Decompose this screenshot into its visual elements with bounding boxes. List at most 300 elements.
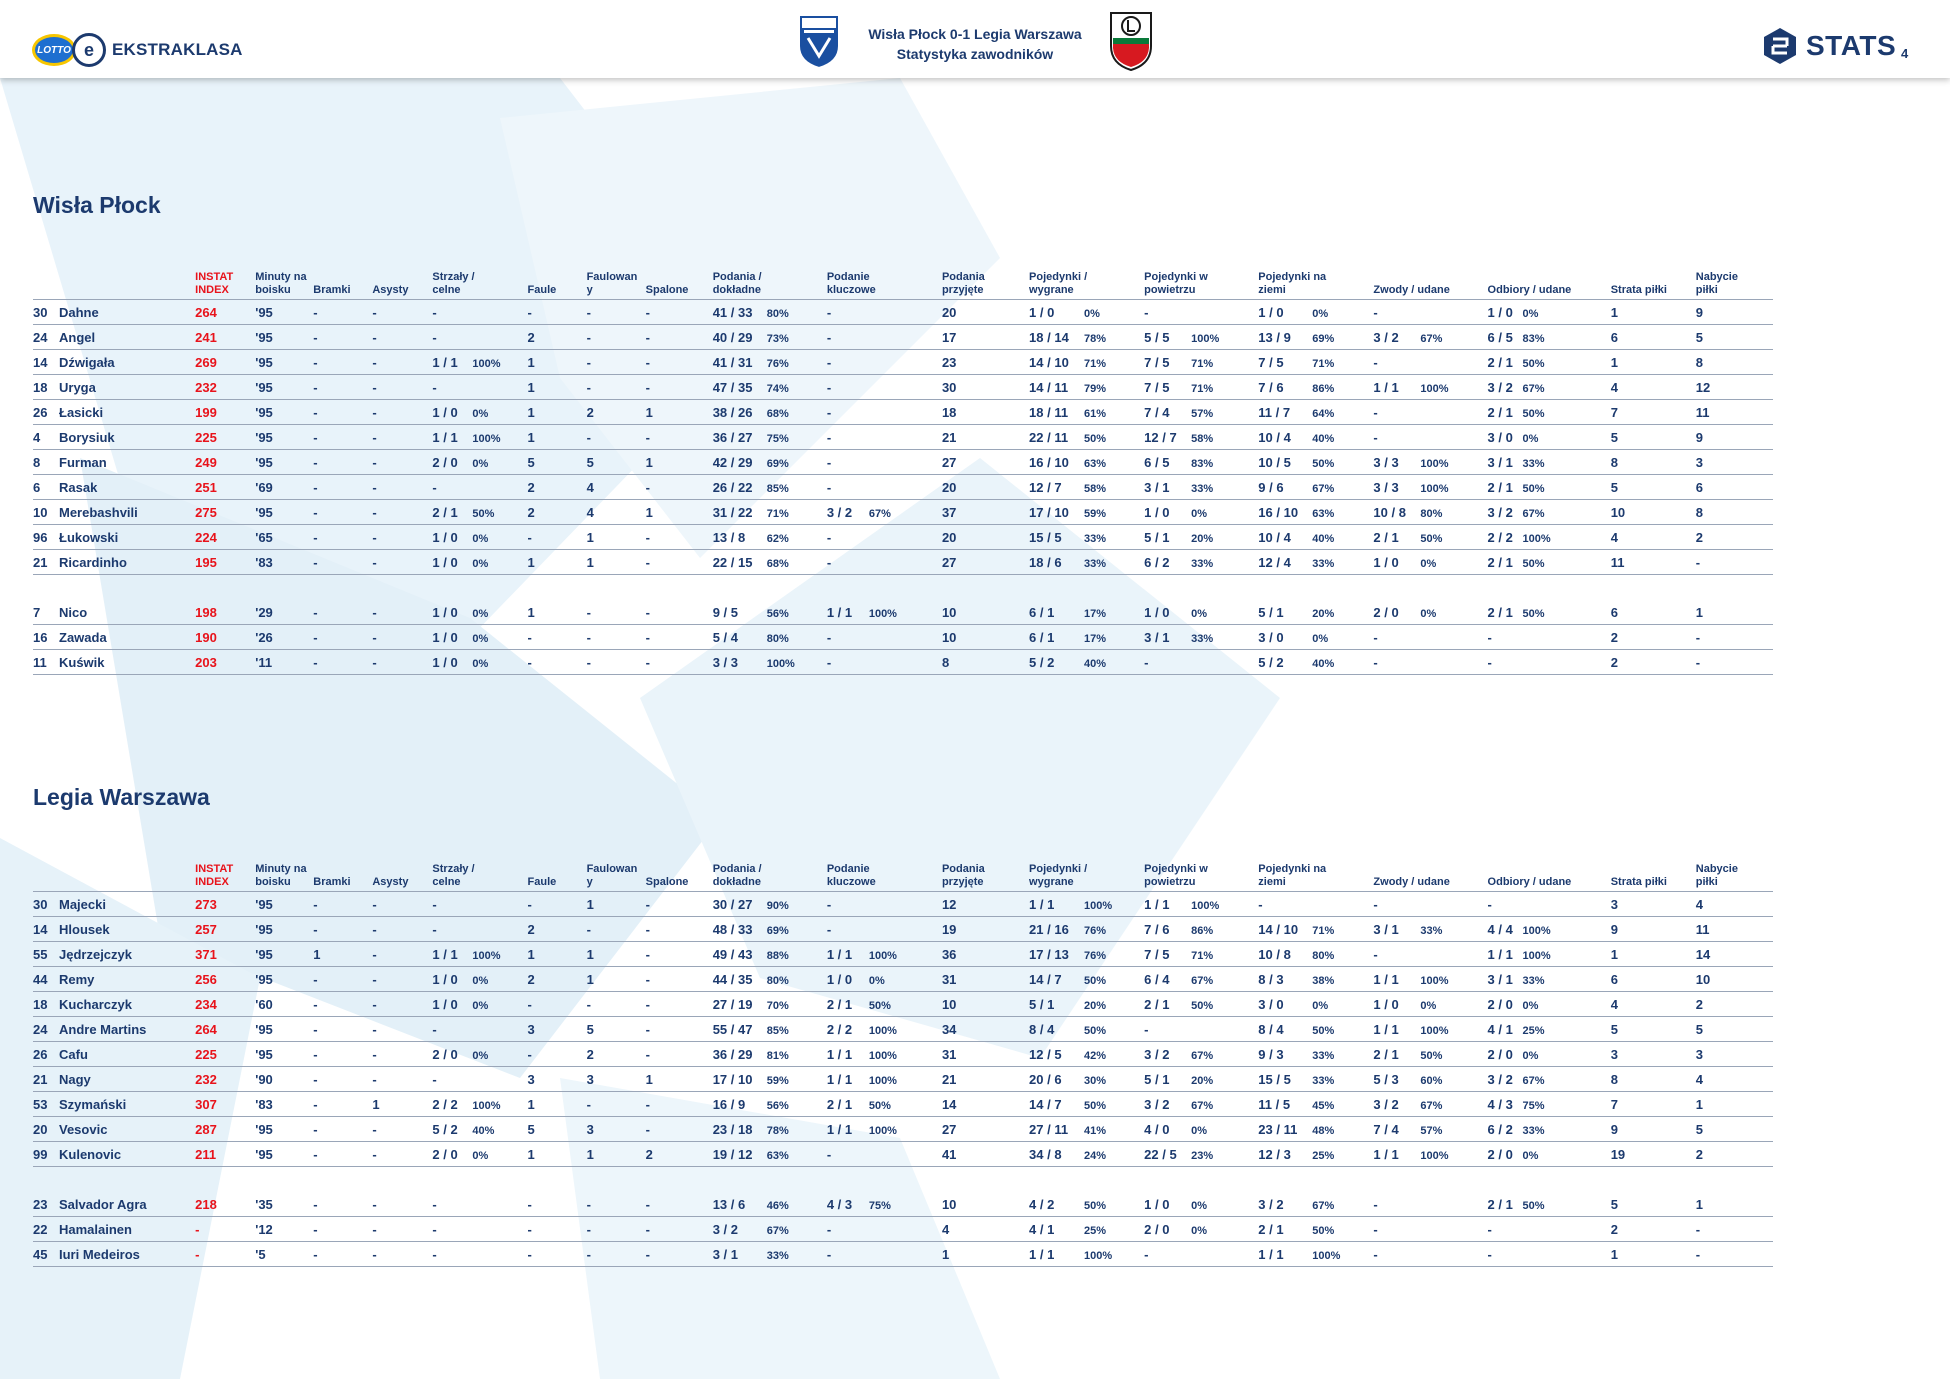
cell-re	[1696, 967, 1773, 992]
cell-g	[313, 550, 372, 575]
stat-value: 232	[195, 1071, 217, 1087]
cell-idx	[195, 917, 255, 942]
cell-dr	[1373, 500, 1487, 525]
cell-g	[313, 1242, 372, 1267]
cell-sh	[432, 1192, 527, 1217]
cell-dr	[1373, 425, 1487, 450]
cell-off	[646, 625, 713, 650]
cell-du	[1029, 1142, 1144, 1167]
cell-pr	[942, 917, 1029, 942]
stat-percent: 50%	[1191, 999, 1214, 1012]
stat-percent: 76%	[1084, 949, 1107, 962]
column-header-sh	[432, 266, 527, 300]
stat-value: 1 / 1	[1487, 946, 1513, 962]
stat-value: 18 / 14	[1029, 329, 1069, 345]
stat-value: 3 / 0	[1258, 996, 1284, 1012]
column-header-lo	[1611, 858, 1696, 892]
stat-value: -	[313, 1071, 318, 1087]
stat-value: 1	[527, 404, 535, 420]
team-title-home: Wisła Płock	[33, 192, 161, 218]
stat-value: 1	[372, 1096, 380, 1112]
spacer-cell	[372, 575, 432, 600]
cell-f	[528, 625, 587, 650]
cell-off	[646, 1242, 713, 1267]
cell-off	[646, 1017, 713, 1042]
cell-fd	[587, 892, 646, 917]
stat-value: 251	[195, 479, 217, 495]
stat-value: -	[645, 996, 650, 1012]
cell-a	[372, 325, 432, 350]
player-row	[33, 942, 1773, 967]
player-name: Dahne	[59, 304, 99, 320]
cell-min	[255, 300, 313, 325]
column-header-line: Nabycie	[1695, 271, 1738, 283]
stat-value: 10	[1695, 971, 1711, 987]
stat-value: 41 / 33	[712, 304, 753, 320]
ekstraklasa-e-icon: e	[72, 33, 106, 67]
stat-value: 5 / 1	[1144, 1071, 1170, 1087]
player-row	[33, 1192, 1773, 1217]
cell-a	[372, 1067, 432, 1092]
stat-value: 1 / 0	[1258, 304, 1284, 320]
stat-percent: 100%	[1420, 482, 1449, 495]
cell-ps	[713, 1217, 827, 1242]
cell-lo	[1611, 325, 1696, 350]
cell-off	[646, 400, 713, 425]
stat-value: 41	[941, 1146, 957, 1162]
stat-value: 1 / 0	[1144, 604, 1170, 620]
cell-idx	[195, 475, 255, 500]
stat-percent: 60%	[1420, 1074, 1443, 1087]
stat-value: -	[372, 304, 377, 320]
stat-percent: 83%	[1522, 332, 1545, 345]
cell-re	[1696, 525, 1773, 550]
stat-percent: 50%	[1522, 407, 1545, 420]
cell-f	[528, 350, 587, 375]
cell-g	[313, 525, 372, 550]
cell-pr	[942, 475, 1029, 500]
cell-off	[646, 450, 713, 475]
cell-lo	[1611, 1017, 1696, 1042]
column-header-line: przyjęte	[941, 284, 984, 296]
stat-value: -	[645, 429, 650, 445]
player-number: 44	[33, 971, 48, 987]
stat-value: 4	[1695, 896, 1704, 912]
stat-value: 1 / 1	[1029, 896, 1055, 912]
spacer-cell	[1258, 1167, 1373, 1192]
player-name: Vesovic	[59, 1121, 108, 1137]
legia-warszawa-crest-icon	[1108, 10, 1154, 72]
stat-percent: 0%	[1420, 557, 1437, 570]
column-header-off	[646, 266, 713, 300]
stat-value: 1 / 0	[432, 554, 458, 570]
cell-re	[1696, 475, 1773, 500]
cell-a	[372, 600, 432, 625]
cell-tk	[1488, 1242, 1611, 1267]
stat-value: 10 / 4	[1258, 529, 1291, 545]
stat-value: 1 / 0	[432, 529, 458, 545]
stat-value: -	[313, 1146, 318, 1162]
stat-value: 1 / 1	[432, 354, 458, 370]
stat-value: 19	[1610, 1146, 1626, 1162]
cell-player	[33, 650, 195, 675]
stat-value: -	[826, 629, 832, 645]
cell-du	[1029, 450, 1144, 475]
header-row	[33, 858, 1773, 892]
cell-dr	[1373, 1042, 1487, 1067]
stat-value: '35	[255, 1196, 273, 1212]
stat-value: -	[372, 996, 377, 1012]
cell-lo	[1611, 300, 1696, 325]
cell-lo	[1611, 600, 1696, 625]
column-header-line: Asysty	[372, 284, 409, 296]
stat-value: 11	[1695, 404, 1710, 420]
stat-percent: 100%	[472, 357, 501, 370]
cell-f	[528, 550, 587, 575]
stat-value: -	[432, 1221, 437, 1237]
player-row	[33, 1042, 1773, 1067]
stat-percent: 67%	[1312, 1199, 1335, 1212]
stat-percent: 20%	[1191, 1074, 1214, 1087]
cell-dr	[1373, 475, 1487, 500]
stat-value: 21	[941, 1071, 957, 1087]
stat-percent: 100%	[1084, 899, 1113, 912]
cell-pr	[942, 1117, 1029, 1142]
stat-value: -	[313, 304, 318, 320]
cell-fd	[587, 625, 646, 650]
cell-idx	[195, 450, 255, 475]
stat-value: 21	[941, 429, 957, 445]
cell-ad	[1144, 967, 1258, 992]
cell-kp	[827, 425, 942, 450]
stat-value: 1 / 1	[1373, 379, 1399, 395]
stat-percent: 90%	[766, 899, 789, 912]
stat-value: 5	[527, 1121, 535, 1137]
stat-percent: 50%	[472, 507, 495, 520]
stat-value: 5	[1695, 1021, 1704, 1037]
stat-value: -	[645, 329, 650, 345]
player-name: Łukowski	[59, 529, 119, 545]
column-header-line: boisku	[255, 876, 291, 888]
stat-value: -	[372, 1146, 377, 1162]
stat-value: 12 / 7	[1144, 429, 1177, 445]
cell-f	[528, 650, 587, 675]
column-header-line: dokładne	[712, 284, 761, 296]
stat-value: 2	[645, 1146, 653, 1162]
stat-percent: 0%	[1522, 432, 1539, 445]
stat-percent: 100%	[1420, 457, 1449, 470]
column-header-du	[1029, 858, 1144, 892]
cell-tk	[1488, 1042, 1611, 1067]
stat-value: 7 / 5	[1258, 354, 1284, 370]
stat-value: -	[527, 304, 532, 320]
stat-percent: 0%	[1522, 307, 1539, 320]
cell-lo	[1611, 892, 1696, 917]
cell-pr	[942, 425, 1029, 450]
stat-value: 2 / 2	[1487, 529, 1513, 545]
cell-player	[33, 1117, 195, 1142]
stat-value: 18 / 6	[1029, 554, 1062, 570]
stat-value: 4	[586, 504, 594, 520]
stat-percent: 75%	[868, 1199, 891, 1212]
stat-value: -	[1695, 1246, 1701, 1262]
stat-percent: 67%	[1522, 382, 1545, 395]
stat-value: 8	[941, 654, 950, 670]
stat-value: 4 / 1	[1487, 1021, 1513, 1037]
stat-percent: 30%	[1084, 1074, 1107, 1087]
column-header-line: kluczowe	[826, 284, 876, 296]
cell-ad	[1144, 992, 1258, 1017]
stat-value: -	[826, 354, 832, 370]
stat-value: -	[1487, 654, 1492, 670]
stat-percent: 100%	[472, 1099, 501, 1112]
stat-percent: 68%	[766, 407, 789, 420]
stat-value: 10	[941, 1196, 957, 1212]
column-header-lo	[1611, 266, 1696, 300]
stat-percent: 100%	[472, 949, 501, 962]
cell-sh	[432, 450, 527, 475]
stat-percent: 100%	[1420, 1024, 1449, 1037]
stat-value: 2 / 1	[1487, 1196, 1513, 1212]
cell-lo	[1611, 1192, 1696, 1217]
cell-fd	[587, 942, 646, 967]
stat-value: 211	[195, 1146, 217, 1162]
cell-dr	[1373, 942, 1487, 967]
cell-re	[1696, 300, 1773, 325]
stat-percent: 71%	[766, 507, 789, 520]
cell-idx	[195, 425, 255, 450]
stat-percent: 80%	[766, 974, 789, 987]
cell-kp	[827, 1017, 942, 1042]
cell-ps	[713, 1092, 827, 1117]
cell-dr	[1373, 1217, 1487, 1242]
column-header-line: Strzały /	[432, 863, 475, 875]
cell-off	[646, 375, 713, 400]
stat-percent: 0%	[1522, 999, 1539, 1012]
page-number: 4	[1901, 46, 1909, 61]
cell-lo	[1611, 1042, 1696, 1067]
stat-value: -	[313, 654, 318, 670]
stat-value: 42 / 29	[712, 454, 753, 470]
stat-value: 1 / 0	[1144, 1196, 1170, 1212]
stat-value: 12 / 4	[1258, 554, 1291, 570]
cell-player	[33, 992, 195, 1017]
stat-value: 5	[1610, 1021, 1618, 1037]
stat-percent: 59%	[1084, 507, 1107, 520]
spacer-cell	[1144, 1167, 1258, 1192]
stat-percent: 33%	[1522, 1124, 1545, 1137]
cell-tk	[1488, 1217, 1611, 1242]
cell-pr	[942, 350, 1029, 375]
stat-value: 8	[1610, 454, 1618, 470]
stat-percent: 100%	[766, 657, 795, 670]
stat-value: -	[1487, 1221, 1492, 1237]
stat-value: 1 / 1	[826, 1046, 853, 1062]
stat-value: 1 / 0	[1029, 304, 1055, 320]
cell-f	[528, 325, 587, 350]
cell-ps	[713, 500, 827, 525]
stat-value: '90	[255, 1071, 273, 1087]
stat-value: -	[1373, 654, 1378, 670]
cell-ps	[713, 550, 827, 575]
stat-value: 14	[1695, 946, 1711, 962]
player-number: 7	[33, 604, 41, 620]
player-number: 24	[33, 329, 48, 345]
cell-gd	[1258, 917, 1373, 942]
cell-kp	[827, 375, 942, 400]
cell-kp	[827, 350, 942, 375]
stat-value: -	[313, 554, 318, 570]
cell-off	[646, 892, 713, 917]
cell-lo	[1611, 942, 1696, 967]
cell-player	[33, 550, 195, 575]
stat-value: 2	[527, 921, 535, 937]
cell-lo	[1611, 1217, 1696, 1242]
stat-value: -	[645, 1046, 650, 1062]
column-header-line: Pojedynki w	[1144, 863, 1208, 875]
cell-dr	[1373, 917, 1487, 942]
stat-percent: 57%	[1420, 1124, 1443, 1137]
cell-fd	[587, 1217, 646, 1242]
cell-gd	[1258, 967, 1373, 992]
stat-value: 1	[645, 504, 653, 520]
cell-ad	[1144, 325, 1258, 350]
player-number: 23	[33, 1196, 48, 1212]
cell-off	[646, 1192, 713, 1217]
stat-value: 371	[195, 946, 217, 962]
stat-value: 4	[1610, 379, 1618, 395]
stat-percent: 86%	[1312, 382, 1335, 395]
stat-percent: 50%	[1084, 1199, 1107, 1212]
column-header-line: Bramki	[313, 284, 351, 296]
stat-percent: 33%	[1084, 532, 1107, 545]
stat-value: 3 / 2	[826, 504, 853, 520]
stat-value: 3	[1695, 454, 1704, 470]
cell-re	[1696, 1192, 1773, 1217]
stat-percent: 86%	[1191, 924, 1214, 937]
stats-brand: STATS	[1806, 30, 1897, 61]
stat-percent: 50%	[1312, 457, 1335, 470]
stat-value: 48 / 33	[712, 921, 753, 937]
stat-value: 8	[1695, 504, 1704, 520]
stat-percent: 100%	[1084, 1249, 1113, 1262]
stat-value: 40 / 29	[712, 329, 753, 345]
stat-percent: 80%	[766, 632, 789, 645]
cell-min	[255, 1242, 313, 1267]
stat-value: 8	[1695, 354, 1704, 370]
cell-ad	[1144, 300, 1258, 325]
stat-percent: 33%	[1522, 457, 1545, 470]
cell-ps	[713, 600, 827, 625]
stat-value: 12 / 3	[1258, 1146, 1291, 1162]
stat-value: 7 / 5	[1144, 379, 1170, 395]
cell-lo	[1611, 967, 1696, 992]
cell-gd	[1258, 550, 1373, 575]
team-title-away: Legia Warszawa	[33, 784, 210, 810]
cell-dr	[1373, 450, 1487, 475]
cell-g	[313, 375, 372, 400]
cell-sh	[432, 892, 527, 917]
cell-re	[1696, 1242, 1773, 1267]
cell-lo	[1611, 525, 1696, 550]
stat-value: '95	[255, 946, 273, 962]
stat-value: '95	[255, 329, 273, 345]
stat-percent: 74%	[766, 382, 789, 395]
stat-percent: 83%	[1191, 457, 1214, 470]
stat-value: -	[372, 629, 377, 645]
spacer-cell	[33, 1167, 195, 1192]
stat-percent: 33%	[1522, 974, 1545, 987]
stat-percent: 71%	[1312, 924, 1335, 937]
cell-du	[1029, 600, 1144, 625]
cell-f	[528, 425, 587, 450]
stat-value: 18 / 11	[1029, 404, 1069, 420]
cell-player	[33, 625, 195, 650]
cell-f	[528, 450, 587, 475]
cell-off	[646, 1217, 713, 1242]
column-header-ad	[1144, 266, 1258, 300]
cell-f	[528, 1092, 587, 1117]
column-header-line: Pojedynki na	[1258, 271, 1327, 283]
spacer-cell	[1696, 575, 1773, 600]
stat-percent: 33%	[1312, 1074, 1335, 1087]
stat-value: 18	[941, 404, 957, 420]
spacer-cell	[432, 1167, 527, 1192]
stat-value: -	[313, 504, 318, 520]
cell-min	[255, 375, 313, 400]
cell-idx	[195, 650, 255, 675]
stat-value: -	[372, 554, 377, 570]
stat-value: 9	[1695, 304, 1704, 320]
stat-percent: 0%	[472, 1049, 489, 1062]
cell-min	[255, 892, 313, 917]
stat-value: 1	[941, 1246, 950, 1262]
stat-value: -	[372, 1021, 377, 1037]
cell-gd	[1258, 1092, 1373, 1117]
cell-tk	[1488, 325, 1611, 350]
stat-value: 17	[941, 329, 957, 345]
player-row	[33, 992, 1773, 1017]
stat-value: -	[826, 404, 832, 420]
player-name: Borysiuk	[59, 429, 115, 445]
cell-du	[1029, 475, 1144, 500]
stat-percent: 68%	[766, 557, 789, 570]
stat-percent: 50%	[1084, 432, 1107, 445]
stat-percent: 63%	[1084, 457, 1107, 470]
cell-idx	[195, 550, 255, 575]
stat-percent: 40%	[472, 1124, 495, 1137]
stat-percent: 25%	[1312, 1149, 1335, 1162]
cell-du	[1029, 425, 1144, 450]
cell-pr	[942, 1067, 1029, 1092]
stat-value: 1 / 0	[432, 404, 458, 420]
stat-value: -	[372, 379, 377, 395]
stat-value: 2	[527, 329, 535, 345]
stat-value: -	[586, 604, 591, 620]
cell-kp	[827, 1242, 942, 1267]
cell-fd	[587, 325, 646, 350]
stat-value: -	[826, 429, 832, 445]
stat-value: 15 / 5	[1258, 1071, 1291, 1087]
cell-idx	[195, 1117, 255, 1142]
column-header-f	[528, 266, 587, 300]
stat-value: 27 / 11	[1029, 1121, 1069, 1137]
player-row	[33, 917, 1773, 942]
cell-player	[33, 1067, 195, 1092]
player-number: 10	[33, 504, 48, 520]
cell-f	[528, 892, 587, 917]
cell-lo	[1611, 375, 1696, 400]
